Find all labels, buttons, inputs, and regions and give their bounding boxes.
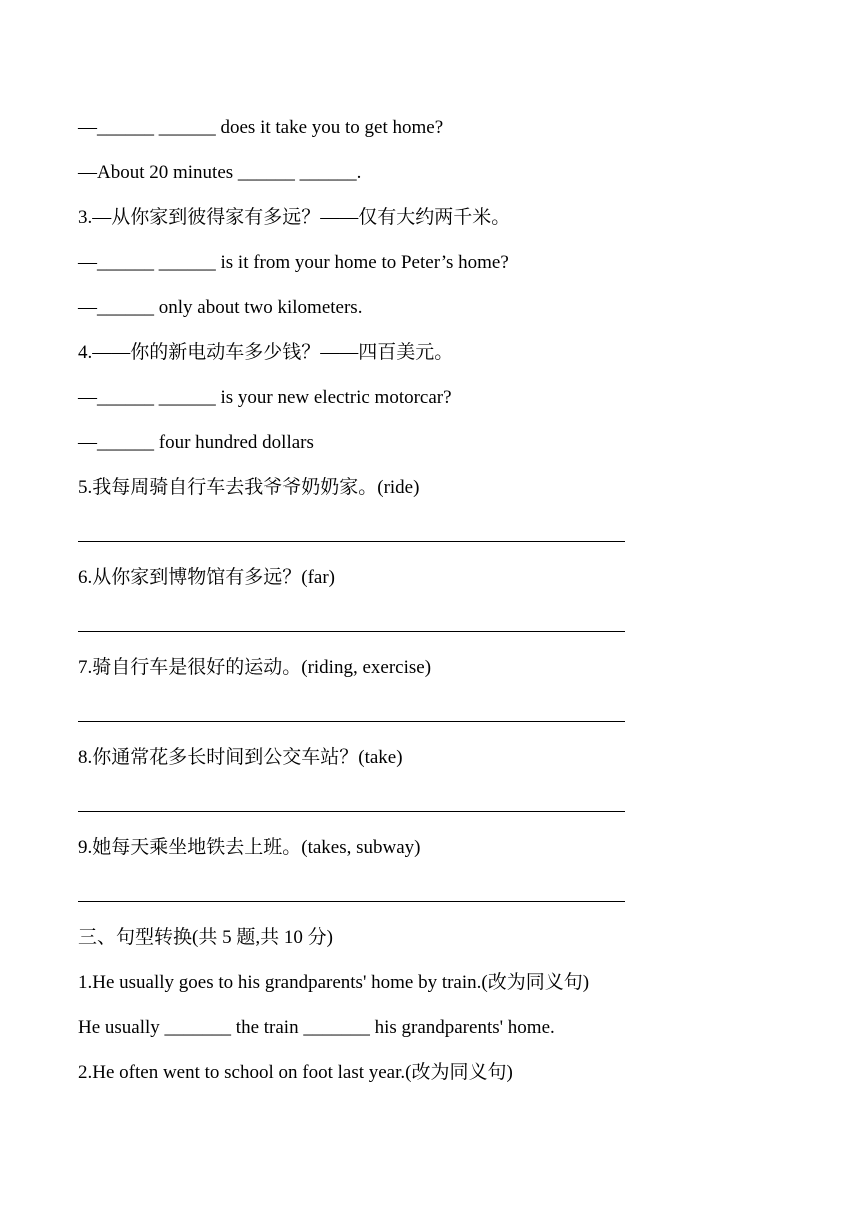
question-7-prompt: 7.骑自行车是很好的运动。(riding, exercise) bbox=[78, 657, 432, 678]
section-3-question-2-prompt: 2.He often went to school on foot last year.(改为同义句) bbox=[78, 1062, 513, 1083]
question-9-answer-rule bbox=[78, 901, 625, 902]
question-5-answer-rule bbox=[78, 541, 625, 542]
question-8-answer-rule bbox=[78, 811, 625, 812]
question-6-answer-rule bbox=[78, 631, 625, 632]
question-8-prompt: 8.你通常花多长时间到公交车站？(take) bbox=[78, 747, 403, 768]
dialogue-line-1-question: —______ ______ does it take you to get home? bbox=[78, 117, 444, 138]
question-3-prompt: 3.—从你家到彼得家有多远？——仅有大约两千米。 bbox=[78, 207, 511, 228]
question-6-prompt: 6.从你家到博物馆有多远？(far) bbox=[78, 567, 335, 588]
question-7-answer-rule bbox=[78, 721, 625, 722]
question-5-prompt: 5.我每周骑自行车去我爷爷奶奶家。(ride) bbox=[78, 477, 420, 498]
question-4-answer-line: —______ four hundred dollars bbox=[78, 432, 314, 453]
section-3-question-1-prompt: 1.He usually goes to his grandparents' home by train.(改为同义句) bbox=[78, 972, 590, 993]
question-3-question-line: —______ ______ is it from your home to Peter’s home? bbox=[78, 252, 509, 273]
question-4-prompt: 4.——你的新电动车多少钱？——四百美元。 bbox=[78, 342, 454, 363]
question-9-prompt: 9.她每天乘坐地铁去上班。(takes, subway) bbox=[78, 837, 421, 858]
question-4-question-line: —______ ______ is your new electric motorcar? bbox=[78, 387, 452, 408]
section-3-heading: 三、句型转换(共 5 题,共 10 分) bbox=[78, 927, 333, 948]
question-3-answer-line: —______ only about two kilometers. bbox=[78, 297, 363, 318]
section-3-question-1-answer-line: He usually _______ the train _______ his grandparents' home. bbox=[78, 1017, 555, 1038]
dialogue-line-1-answer: —About 20 minutes ______ ______. bbox=[78, 162, 362, 183]
